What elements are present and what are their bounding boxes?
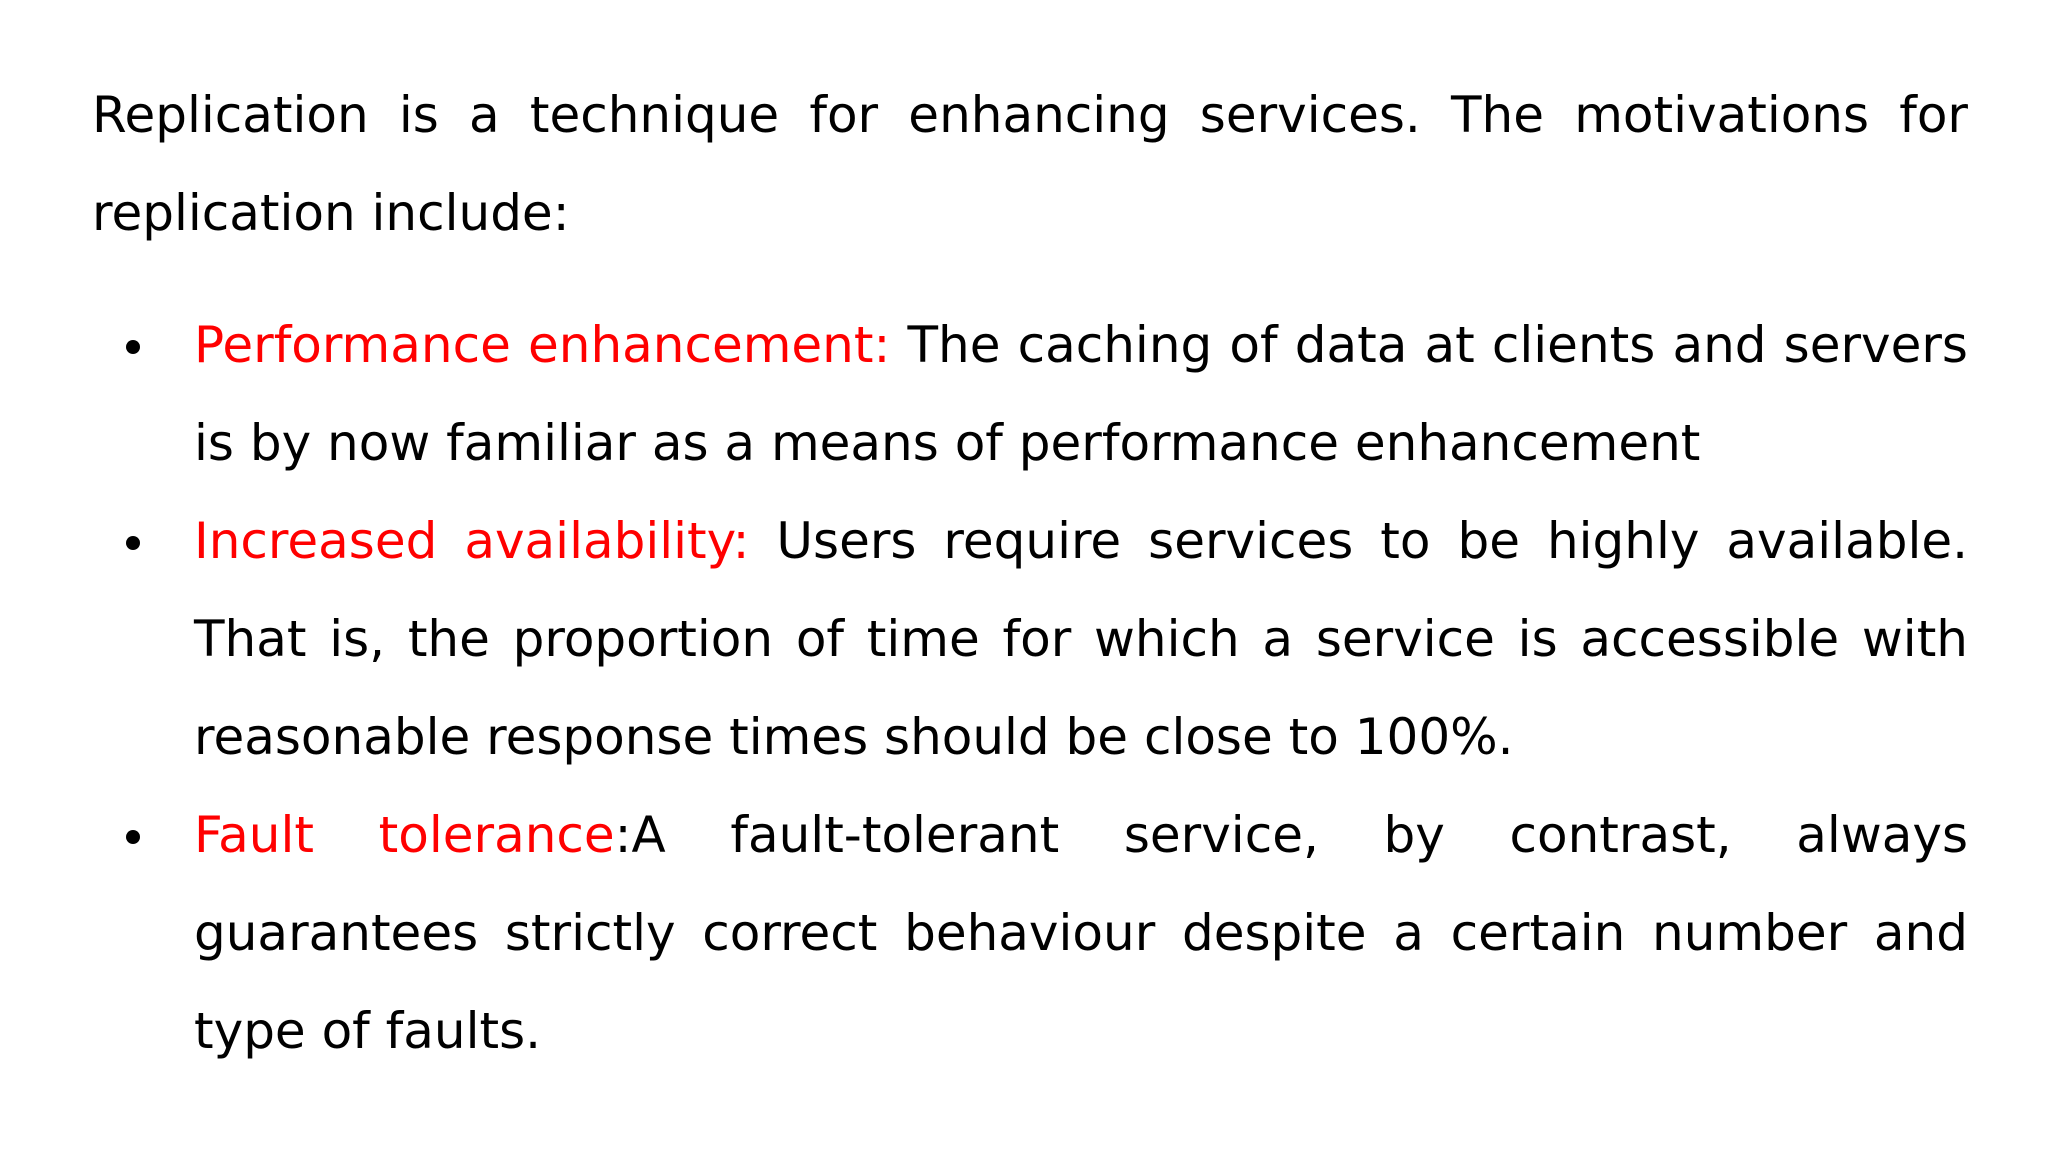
- bullet-term: Performance enhancement:: [194, 316, 891, 374]
- bullet-term: Fault tolerance: [194, 806, 615, 864]
- intro-paragraph: Replication is a technique for enhancing services. The motivations for replication include:: [92, 86, 1968, 242]
- bullet-icon: [126, 536, 140, 550]
- list-item-performance: [92, 296, 1968, 492]
- bullet-icon: [126, 830, 140, 844]
- bullet-icon: [126, 340, 140, 354]
- bullet-text: The caching of data at clients and servers is by now familiar as a means of performance enhancement: [194, 316, 1968, 472]
- bullet-text: :A fault-tolerant service, by contrast, always guarantees strictly correct behaviour despite a certain number and type of faults.: [194, 806, 1968, 1060]
- bullet-term: Increased availability:: [194, 512, 750, 570]
- bullet-text: Users require services to be highly available. That is, the proportion of time for which a service is accessible with reasonable response times should be close to 100%.: [194, 512, 1968, 766]
- list-item-availability: [92, 492, 1968, 786]
- slide-content: [92, 66, 1968, 1106]
- motivation-list: [92, 296, 1968, 1080]
- list-item-fault-tolerance: [92, 786, 1968, 1080]
